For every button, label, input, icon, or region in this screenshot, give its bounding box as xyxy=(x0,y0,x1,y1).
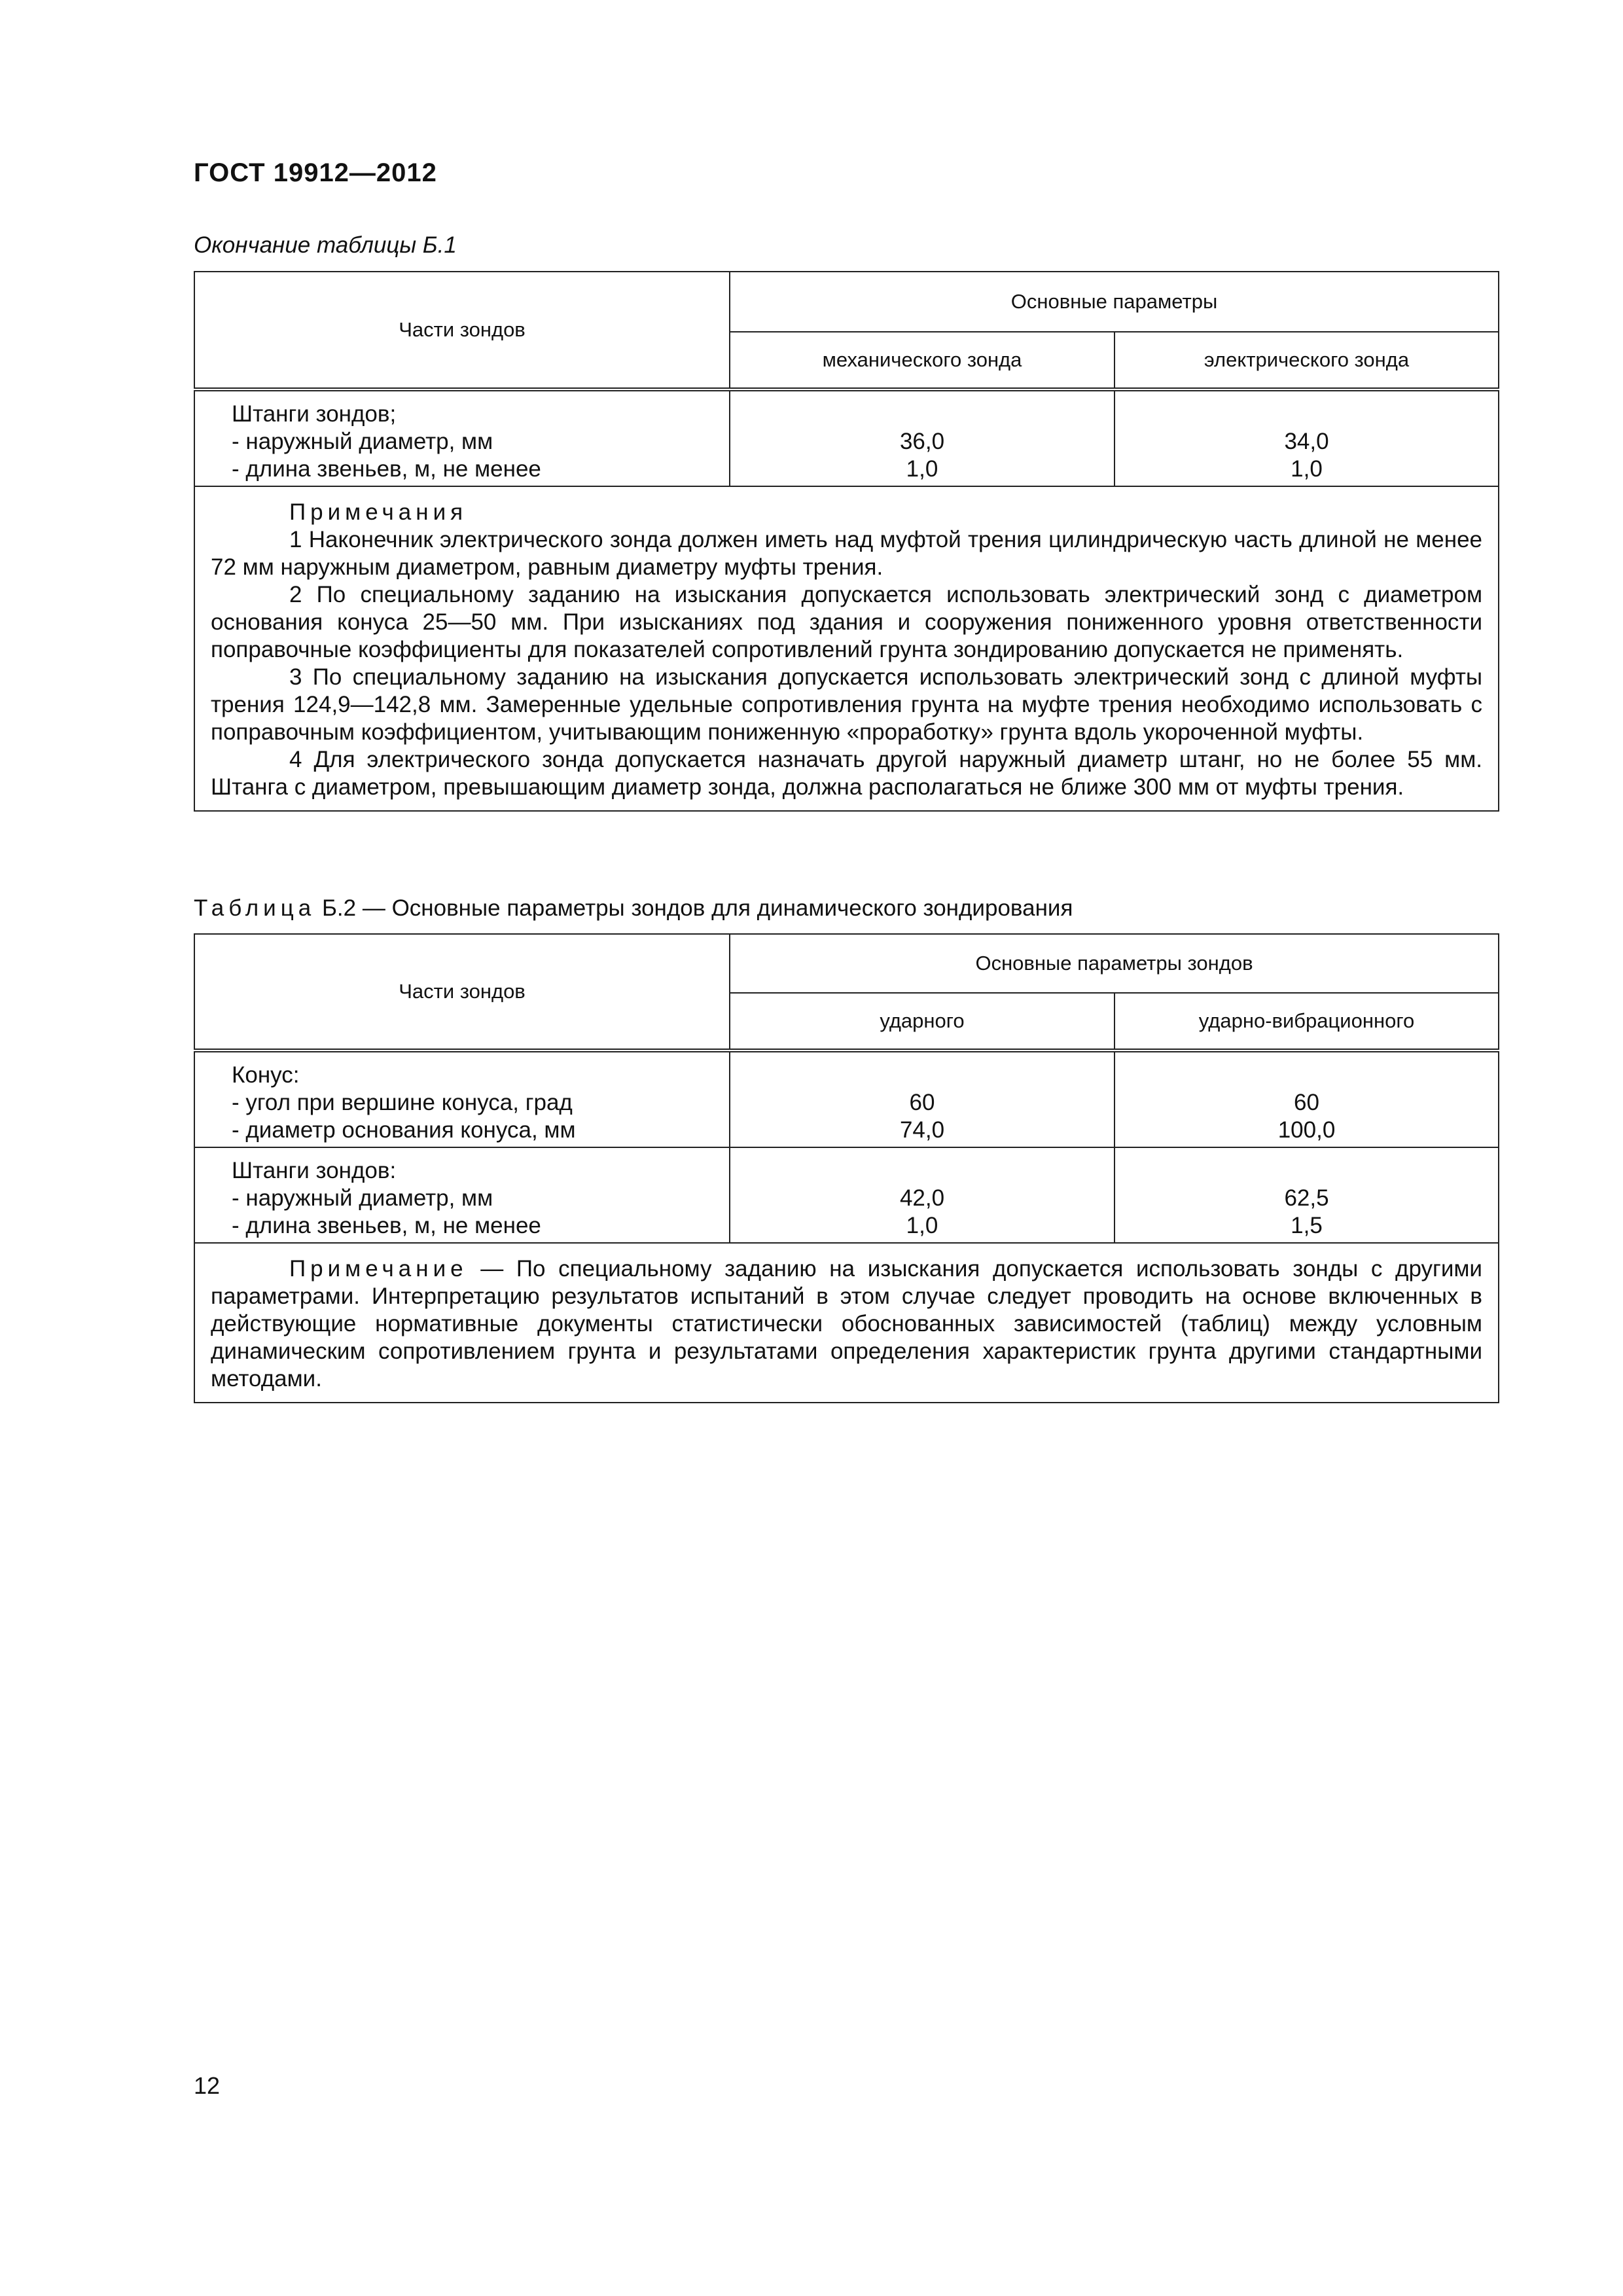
group-header-params: Основные параметры xyxy=(730,272,1499,332)
row-label: Штанги зондов: - наружный диаметр, мм - длина звеньев, м, не менее xyxy=(194,1147,730,1243)
table-row xyxy=(194,389,1499,486)
page-number: 12 xyxy=(194,2072,221,2099)
cell-impact: 42,0 1,0 xyxy=(730,1147,1115,1243)
col-header-parts: Части зондов xyxy=(194,272,730,389)
table-b2 xyxy=(194,933,1499,1403)
note-2: 2 По специальному заданию на изыскания допускается использовать электрический зонд с диаметром основания конуса 25—50 мм. При изысканиях под здания и сооружения пониженного уровня ответственности поправочные коэффициенты для показателей сопротивлений грунта зондированию допускается не применять. xyxy=(211,582,1483,662)
table1-notes xyxy=(194,486,1499,811)
cell-impact-vibration: 62,5 1,5 xyxy=(1115,1147,1499,1243)
cell-impact: 60 74,0 xyxy=(730,1050,1115,1147)
note-text: — По специальному заданию на изыскания допускается использовать зонды с другими параметрами. Интерпретацию результатов испытаний в этом случае следует проводить на основе включенных в действующие нормативные документы статистически обоснованных зависимостей (таблиц) между условным динамическим сопротивлением грунта и результатами определения характеристик грунта другими стандартными методами. xyxy=(211,1256,1482,1391)
table2-note xyxy=(194,1243,1499,1403)
col-header-impact: ударного xyxy=(730,993,1115,1050)
note-4: 4 Для электрического зонда допускается назначать другой наружный диаметр штанг, но не более 55 мм. Штанга с диаметром, превышающим диаметр зонда, должна располагаться не ближе 300 мм от муфты трения. xyxy=(211,747,1483,800)
table1-caption: Окончание таблицы Б.1 xyxy=(194,232,457,258)
group-header-probe-params: Основные параметры зондов xyxy=(730,934,1499,993)
row-label: Конус: - угол при вершине конуса, град - диаметр основания конуса, мм xyxy=(194,1050,730,1147)
table2-caption: Таблица Б.2 — Основные параметры зондов для динамического зондирования xyxy=(194,895,1073,921)
table-row xyxy=(194,1147,1499,1243)
note-3: 3 По специальному заданию на изыскания допускается использовать электрический зонд с длиной муфты трения 124,9—142,8 мм. Замеренные удельные сопротивления грунта на муфте трения необходимо использовать с поправочным коэффициентом, учитывающим пониженную «проработку» грунта вдоль укороченной муфты. xyxy=(211,664,1483,745)
row-label: Штанги зондов; - наружный диаметр, мм - длина звеньев, м, не менее xyxy=(194,389,730,486)
notes-title: Примечания xyxy=(289,499,468,525)
col-header-mechanical: механического зонда xyxy=(730,332,1115,389)
table-row xyxy=(194,1050,1499,1147)
table-b1 xyxy=(194,271,1499,812)
cell-impact-vibration: 60 100,0 xyxy=(1115,1050,1499,1147)
note-prefix: Примечание xyxy=(289,1256,468,1282)
col-header-electrical: электрического зонда xyxy=(1115,332,1499,389)
note-1: 1 Наконечник электрического зонда должен иметь над муфтой трения цилиндрическую часть длиной не менее 72 мм наружным диаметром, равным диаметру муфты трения. xyxy=(211,527,1483,580)
document-code: ГОСТ 19912—2012 xyxy=(194,158,437,187)
cell-mechanical: 36,0 1,0 xyxy=(730,389,1115,486)
col-header-parts: Части зондов xyxy=(194,934,730,1050)
col-header-impact-vibration: ударно-вибрационного xyxy=(1115,993,1499,1050)
cell-electrical: 34,0 1,0 xyxy=(1115,389,1499,486)
